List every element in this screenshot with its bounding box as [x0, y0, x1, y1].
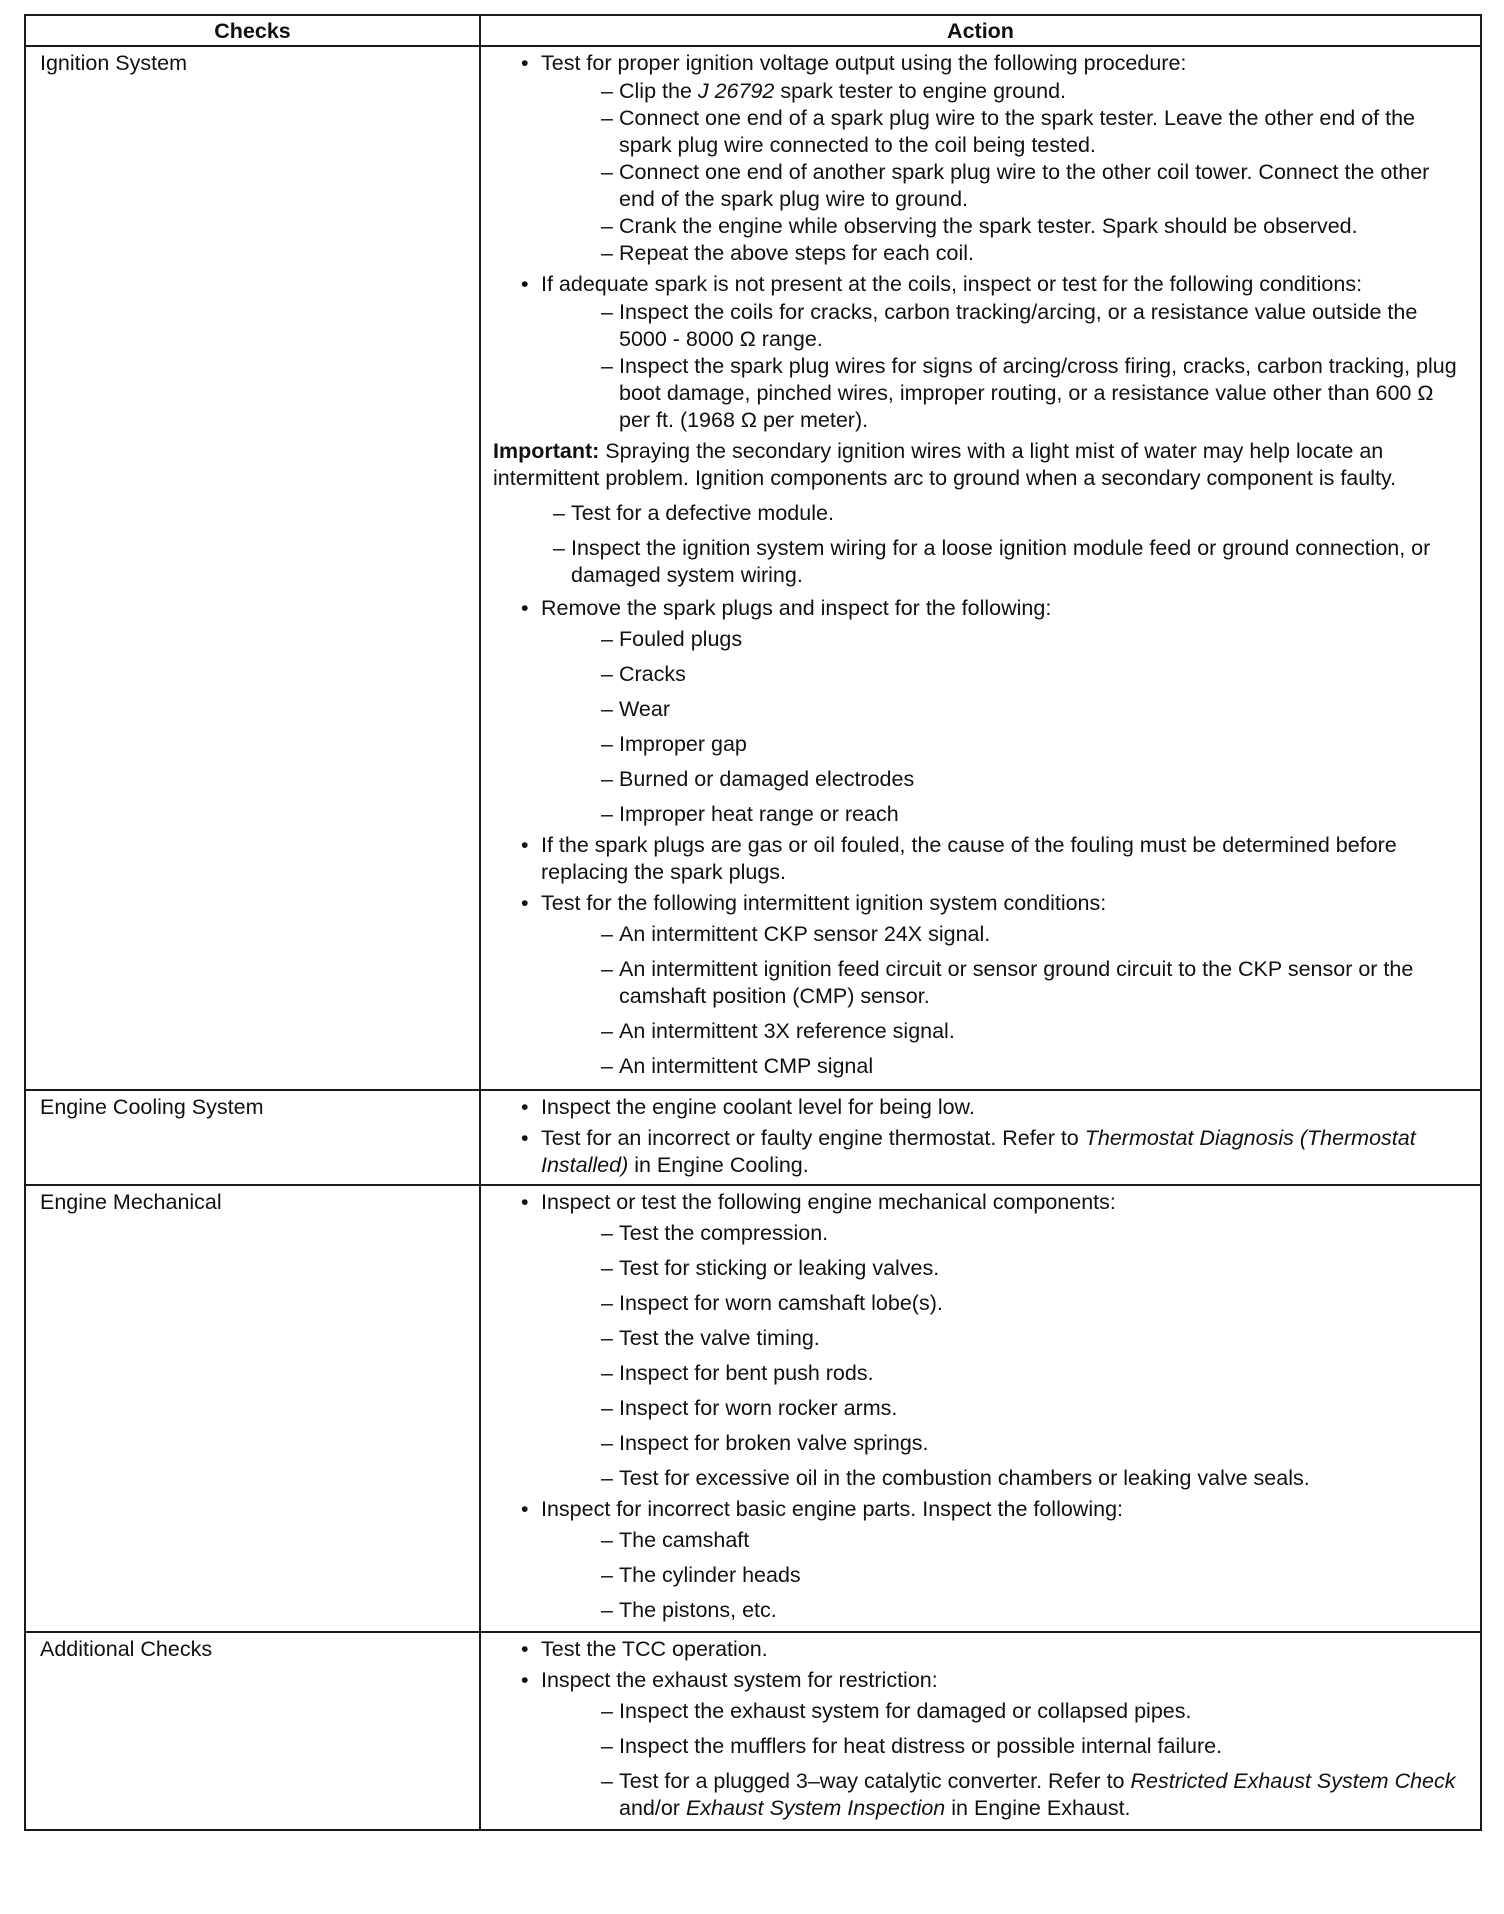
- bullet-icon: •: [521, 1497, 529, 1521]
- bullet-icon: •: [521, 272, 529, 296]
- bullet-icon: •: [521, 51, 529, 75]
- dash-icon: –: [553, 501, 565, 525]
- sub-list: [541, 1527, 1470, 1624]
- sub-item: – An intermittent 3X reference signal.: [601, 1019, 955, 1043]
- sub-item: – Fouled plugs: [601, 627, 743, 651]
- bullet-icon: •: [521, 1190, 529, 1214]
- dash-icon: –: [601, 1734, 613, 1758]
- bullet-list: [493, 1636, 1470, 1822]
- sub-item: – Inspect for bent push rods.: [601, 1361, 874, 1385]
- dash-icon: –: [601, 922, 613, 946]
- sub-item: – Test for excessive oil in the combustion chambers or leaking valve seals.: [601, 1466, 1310, 1490]
- table-row-engine-cooling-system: [25, 1090, 1481, 1185]
- dash-icon: –: [601, 354, 613, 378]
- bullet-list: [493, 1189, 1470, 1624]
- check-cell: Ignition System: [25, 46, 480, 1090]
- dash-icon: –: [601, 160, 613, 184]
- sub-list: [541, 78, 1470, 267]
- sub-item: – Improper heat range or reach: [601, 802, 899, 826]
- dash-icon: –: [601, 802, 613, 826]
- bullet-item: • If the spark plugs are gas or oil fouled, the cause of the fouling must be determined before replacing the spark plugs.: [521, 833, 1397, 884]
- dash-icon: –: [601, 697, 613, 721]
- sub-item: – Clip the J 26792 spark tester to engine ground.: [601, 79, 1067, 103]
- dash-icon: –: [553, 536, 565, 560]
- dash-icon: –: [601, 957, 613, 981]
- sub-item: – Test for a plugged 3–way catalytic converter. Refer to Restricted Exhaust System Check and/or Exhaust System Inspection in Engine Exhaust.: [601, 1769, 1456, 1820]
- bullet-icon: •: [521, 1668, 529, 1692]
- sub-item: – Test the compression.: [601, 1221, 829, 1245]
- sub-item: – An intermittent ignition feed circuit or sensor ground circuit to the CKP sensor or the camshaft position (CMP) sensor.: [601, 957, 1414, 1008]
- sub-item: – The pistons, etc.: [601, 1598, 777, 1622]
- check-cell: Engine Cooling System: [25, 1090, 480, 1185]
- dash-icon: –: [601, 1528, 613, 1552]
- table-row-engine-mechanical: [25, 1185, 1481, 1632]
- check-cell: Additional Checks: [25, 1632, 480, 1830]
- sub-item: – Inspect for worn rocker arms.: [601, 1396, 898, 1420]
- bullet-item: • If adequate spark is not present at the coils, inspect or test for the following conditions: – Inspect the coils for cracks, carbon tracking/arcing, or a resistance value outside the 5000 - 8000 Ω range. – Inspect the spark plug wires for signs of arcing/cross firing, cracks, carbon tracking, plug boot damage, pinched wires, improper routing, or a resistance value other than 600 Ω per ft. (1968 Ω per meter).: [493, 271, 1470, 434]
- important-note: Important: Spraying the secondary ignition wires with a light mist of water may help locate an intermittent problem. Ignition components arc to ground when a secondary component is faulty.: [493, 439, 1397, 490]
- bullet-list: [493, 50, 1470, 434]
- dash-icon: –: [601, 1326, 613, 1350]
- sub-item: – Inspect the ignition system wiring for a loose ignition module feed or ground connection, or damaged system wiring.: [553, 536, 1431, 587]
- dash-icon: –: [601, 79, 613, 103]
- dash-icon: –: [601, 1019, 613, 1043]
- sub-list: [541, 299, 1470, 434]
- dash-icon: –: [601, 1291, 613, 1315]
- bullet-item: • Inspect for incorrect basic engine parts. Inspect the following: – The camshaft – The cylinder heads – The pistons, etc.: [493, 1496, 1470, 1624]
- dash-icon: –: [601, 1598, 613, 1622]
- sub-list: [493, 500, 1470, 589]
- bullet-item: • Test for an incorrect or faulty engine thermostat. Refer to Thermostat Diagnosis (Thermostat Installed) in Engine Cooling.: [521, 1126, 1416, 1177]
- sub-item: – Test the valve timing.: [601, 1326, 820, 1350]
- bullet-item: • Inspect the exhaust system for restriction: – Inspect the exhaust system for damaged or collapsed pipes. – Inspect the mufflers for heat distress or possible internal failure. – Test for a plugged 3–way catalytic converter. Refer to Restricted Exhaust System Check and/or Exhaust System Inspection in Engine Exhaust.: [493, 1667, 1470, 1822]
- dash-icon: –: [601, 1396, 613, 1420]
- dash-icon: –: [601, 1699, 613, 1723]
- sub-item: – Connect one end of a spark plug wire to the spark tester. Leave the other end of the spark plug wire connected to the coil being tested.: [601, 106, 1416, 157]
- table-row-additional-checks: [25, 1632, 1481, 1830]
- dash-icon: –: [601, 1769, 613, 1793]
- sub-item: – Burned or damaged electrodes: [601, 767, 915, 791]
- tool-number: J 26792: [697, 79, 775, 103]
- sub-item: – Test for sticking or leaking valves.: [601, 1256, 940, 1280]
- sub-item: – Connect one end of another spark plug wire to the other coil tower. Connect the other end of the spark plug wire to ground.: [601, 160, 1430, 211]
- dash-icon: –: [601, 1431, 613, 1455]
- bullet-icon: •: [521, 1637, 529, 1661]
- dash-icon: –: [601, 732, 613, 756]
- sub-item: – Inspect the spark plug wires for signs of arcing/cross firing, cracks, carbon tracking, plug boot damage, pinched wires, improper routing, or a resistance value other than 600 Ω per ft. (1968 Ω per meter).: [601, 354, 1457, 432]
- dash-icon: –: [601, 1054, 613, 1078]
- bullet-icon: •: [521, 1126, 529, 1150]
- sub-item: – An intermittent CMP signal: [601, 1054, 874, 1078]
- bullet-item: • Test for the following intermittent ignition system conditions: – An intermittent CKP sensor 24X signal. – An intermittent ignition feed circuit or sensor ground circuit to the CKP sensor or the camshaft position (CMP) sensor. – An intermittent 3X reference signal. – An intermittent CMP signal: [493, 890, 1470, 1080]
- action-cell: [480, 1090, 1481, 1185]
- table-row-ignition-system: [25, 46, 1481, 1090]
- sub-item: – The camshaft: [601, 1528, 750, 1552]
- dash-icon: –: [601, 662, 613, 686]
- bullet-icon: •: [521, 891, 529, 915]
- important-label: Important:: [493, 439, 600, 463]
- sub-item: – Inspect the exhaust system for damaged or collapsed pipes.: [601, 1699, 1192, 1723]
- sub-item: – Test for a defective module.: [553, 501, 834, 525]
- dash-icon: –: [601, 300, 613, 324]
- sub-item: – Crank the engine while observing the spark tester. Spark should be observed.: [601, 214, 1358, 238]
- diagnostic-table: [24, 14, 1482, 1831]
- bullet-list: [493, 595, 1470, 1080]
- sub-list: [541, 921, 1470, 1080]
- check-cell: Engine Mechanical: [25, 1185, 480, 1632]
- sub-list: [541, 1220, 1470, 1492]
- dash-icon: –: [601, 1466, 613, 1490]
- bullet-item: • Inspect or test the following engine mechanical components: – Test the compression. – Test for sticking or leaking valves. – Inspect for worn camshaft lobe(s). – Test the valve timing. – Inspect for bent push rods. – Inspect for worn rocker arms. – Inspect for broken valve springs. – Test for excessive oil in the combustion chambers or leaking valve seals.: [493, 1189, 1470, 1492]
- sub-item: – Inspect the coils for cracks, carbon tracking/arcing, or a resistance value outside the 5000 - 8000 Ω range.: [601, 300, 1418, 351]
- bullet-icon: •: [521, 833, 529, 857]
- reference-link: Thermostat Diagnosis (Thermostat Installed): [541, 1126, 1416, 1177]
- sub-item: – The cylinder heads: [601, 1563, 801, 1587]
- action-cell: [480, 1185, 1481, 1632]
- dash-icon: –: [601, 106, 613, 130]
- sub-item: – An intermittent CKP sensor 24X signal.: [601, 922, 991, 946]
- dash-icon: –: [601, 627, 613, 651]
- bullet-item: • Remove the spark plugs and inspect for the following: – Fouled plugs – Cracks – Wear – Improper gap – Burned or damaged electrodes – Improper heat range or reach: [493, 595, 1470, 828]
- dash-icon: –: [601, 1361, 613, 1385]
- dash-icon: –: [601, 1256, 613, 1280]
- dash-icon: –: [601, 767, 613, 791]
- table-header-row: [25, 15, 1481, 46]
- dash-icon: –: [601, 241, 613, 265]
- bullet-icon: •: [521, 596, 529, 620]
- diagnostic-document: [24, 14, 1480, 1831]
- sub-item: – Cracks: [601, 662, 686, 686]
- bullet-item: • Test the TCC operation.: [521, 1637, 768, 1661]
- sub-item: – Inspect the mufflers for heat distress or possible internal failure.: [601, 1734, 1223, 1758]
- sub-item: – Improper gap: [601, 732, 747, 756]
- bullet-icon: •: [521, 1095, 529, 1119]
- sub-list: [541, 1698, 1470, 1822]
- sub-item: – Inspect for broken valve springs.: [601, 1431, 929, 1455]
- reference-link: Exhaust System Inspection: [685, 1796, 946, 1820]
- bullet-item: • Test for proper ignition voltage output using the following procedure: – Clip the J 26792 spark tester to engine ground. – Connect one end of a spark plug wire to the spark tester. Leave the other end of the spark plug wire connected to the coil being tested. – Connect one end of another spark plug wire to the other coil tower. Connect the other end of the spark plug wire to ground. – Crank the engine while observing the spark tester. Spark should be observed. – Repeat the above steps for each coil.: [493, 50, 1470, 267]
- reference-link: Restricted Exhaust System Check: [1130, 1769, 1456, 1793]
- sub-item: – Wear: [601, 697, 670, 721]
- bullet-list: [493, 1094, 1470, 1179]
- action-cell: [480, 46, 1481, 1090]
- bullet-item: • Inspect the engine coolant level for being low.: [521, 1095, 975, 1119]
- action-cell: [480, 1632, 1481, 1830]
- dash-icon: –: [601, 1221, 613, 1245]
- checks-column-header: Checks: [25, 15, 480, 46]
- action-column-header: Action: [480, 15, 1481, 46]
- sub-list: [541, 626, 1470, 828]
- dash-icon: –: [601, 1563, 613, 1587]
- sub-item: – Inspect for worn camshaft lobe(s).: [601, 1291, 943, 1315]
- dash-icon: –: [601, 214, 613, 238]
- sub-item: – Repeat the above steps for each coil.: [601, 241, 974, 265]
